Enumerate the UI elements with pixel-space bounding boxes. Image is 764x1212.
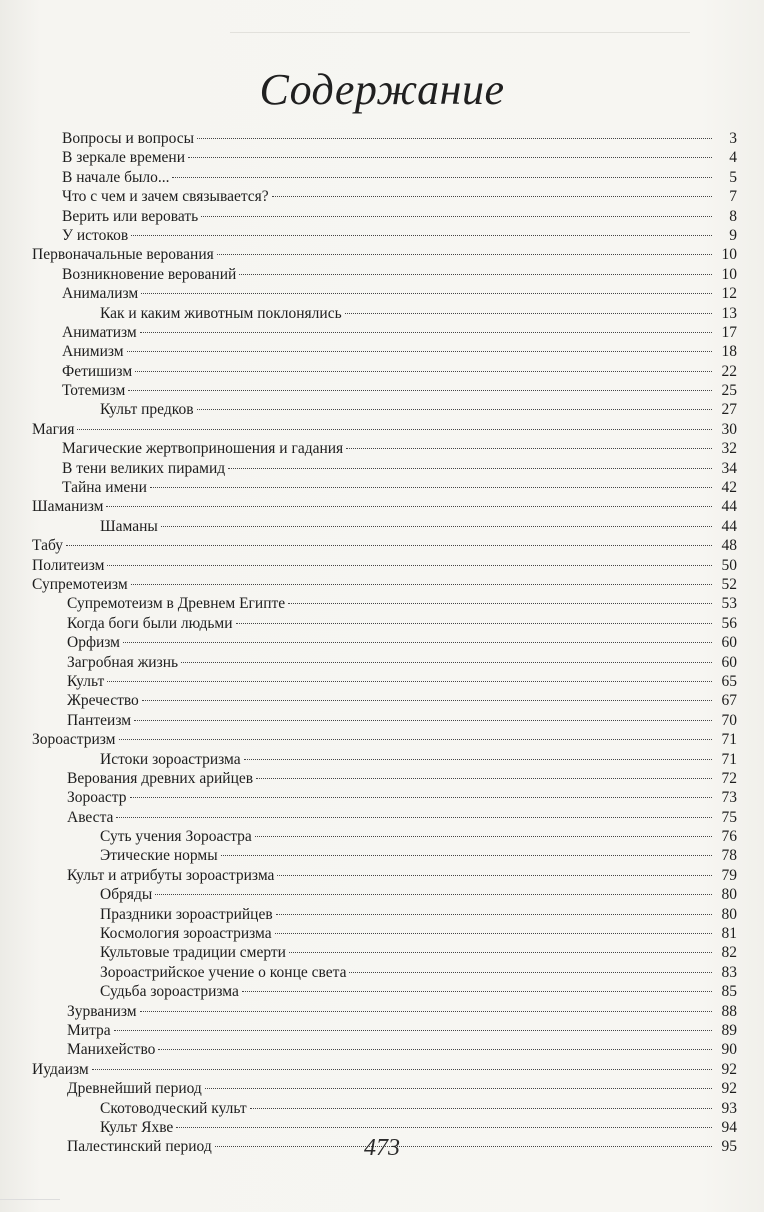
toc-entry-page: 94	[721, 1118, 737, 1136]
toc-entry-title: Фетишизм	[62, 362, 133, 380]
toc-entry-title: Жречество	[67, 692, 139, 710]
toc-entry	[0, 478, 764, 497]
toc-entry-title: Палестинский период	[67, 1138, 212, 1156]
toc-entry-title: Верования древних арийцев	[67, 769, 254, 787]
toc-entry-page: 10	[721, 246, 737, 264]
toc-entry	[0, 827, 764, 846]
toc-entry	[0, 633, 764, 652]
toc-entry-title: Аниматизм	[62, 323, 137, 341]
dot-leader	[221, 855, 712, 856]
toc-entry	[0, 924, 764, 943]
toc-entry	[0, 963, 764, 982]
toc-entry-page: 17	[721, 323, 737, 341]
dot-leader	[272, 196, 712, 197]
toc-entry-page: 3	[729, 130, 737, 147]
toc-entry-title: Обряды	[100, 886, 153, 904]
toc-entry	[0, 788, 764, 807]
dot-leader	[114, 1030, 712, 1031]
toc-entry-title: Зороастрийское учение о конце света	[100, 963, 347, 981]
dot-leader	[346, 448, 712, 449]
dot-leader	[140, 332, 712, 333]
dot-leader	[201, 216, 712, 217]
page-title: Содержание	[259, 65, 505, 114]
dot-leader	[289, 952, 712, 953]
dot-leader	[131, 235, 712, 236]
toc-entry	[0, 439, 764, 458]
dot-leader	[197, 409, 712, 410]
toc-entry-page: 13	[721, 304, 737, 322]
toc-entry	[0, 400, 764, 419]
toc-entry-page: 27	[721, 401, 737, 419]
dot-leader	[277, 875, 712, 876]
toc-entry-title: Тотемизм	[62, 382, 126, 400]
toc-entry-title: Супремотеизм	[32, 575, 128, 593]
toc-entry-page: 42	[721, 479, 737, 497]
toc-entry-title: Орфизм	[67, 634, 120, 652]
dot-leader	[236, 623, 713, 624]
dot-leader	[275, 933, 712, 934]
toc-entry	[0, 594, 764, 613]
toc-entry	[0, 245, 764, 264]
toc-entry-page: 48	[721, 537, 737, 555]
toc-entry	[0, 226, 764, 245]
dot-leader	[276, 914, 712, 915]
toc-entry	[0, 653, 764, 672]
toc-entry-page: 92	[721, 1080, 737, 1098]
toc-entry-page: 56	[721, 614, 737, 632]
toc-entry	[0, 672, 764, 691]
toc-entry	[0, 459, 764, 478]
toc-entry-page: 92	[721, 1060, 737, 1078]
toc-entry-title: Космология зороастризма	[100, 925, 272, 943]
dot-leader	[92, 1069, 712, 1070]
toc-entry	[0, 769, 764, 788]
toc-entry-page: 10	[721, 265, 737, 283]
toc-entry-title: Древнейший период	[67, 1080, 202, 1098]
toc-entry-title: Загробная жизнь	[67, 653, 179, 671]
toc-entry-title: Авеста	[67, 808, 114, 826]
bleed-through-header	[230, 14, 690, 33]
toc-entry-page: 73	[721, 789, 737, 807]
dot-leader	[77, 429, 712, 430]
toc-entry-title: Праздники зороастрийцев	[100, 905, 273, 923]
toc-entry-page: 60	[721, 653, 737, 671]
toc-entry	[0, 129, 764, 148]
toc-entry-page: 25	[721, 382, 737, 400]
toc-entry	[0, 614, 764, 633]
dot-leader	[205, 1088, 712, 1089]
toc-entry-title: Культовые традиции смерти	[100, 944, 286, 962]
toc-entry	[0, 381, 764, 400]
toc-entry-page: 85	[721, 983, 737, 1001]
toc-entry-title: Манихейство	[67, 1041, 156, 1059]
toc-entry-title: Шаманы	[100, 517, 158, 535]
toc-entry	[0, 750, 764, 769]
dot-leader	[116, 817, 712, 818]
dot-leader	[161, 526, 712, 527]
toc-entry-page: 72	[721, 769, 737, 787]
toc-entry-page: 44	[721, 498, 737, 516]
dot-leader	[127, 351, 712, 352]
dot-leader	[106, 506, 712, 507]
toc-entry-page: 53	[721, 595, 737, 613]
toc-entry	[0, 730, 764, 749]
toc-entry-title: У истоков	[62, 226, 129, 244]
toc-entry-title: Иудаизм	[32, 1060, 89, 1078]
dot-leader	[242, 991, 712, 992]
dot-leader	[345, 313, 712, 314]
toc-entry	[0, 304, 764, 323]
toc-entry	[0, 323, 764, 342]
toc-entry-title: Суть учения Зороастра	[100, 828, 252, 846]
toc-entry-page: 32	[721, 440, 737, 458]
toc-entry	[0, 1060, 764, 1079]
toc-entry-title: Как и каким животным поклонялись	[100, 304, 342, 322]
toc-entry	[0, 905, 764, 924]
table-of-contents	[0, 129, 764, 1157]
dot-leader	[150, 487, 712, 488]
toc-entry-page: 67	[721, 692, 737, 710]
toc-entry-page: 83	[721, 963, 737, 981]
toc-entry	[0, 420, 764, 439]
toc-entry	[0, 207, 764, 226]
toc-entry	[0, 517, 764, 536]
toc-entry	[0, 575, 764, 594]
dot-leader	[181, 662, 712, 663]
toc-entry-page: 71	[721, 731, 737, 749]
dot-leader	[107, 681, 712, 682]
toc-entry-page: 34	[721, 459, 737, 477]
toc-entry-title: Культ предков	[100, 401, 194, 419]
dot-leader	[250, 1108, 712, 1109]
toc-entry-page: 44	[721, 517, 737, 535]
toc-entry-title: В тени великих пирамид	[62, 459, 226, 477]
toc-entry-title: Культ и атрибуты зороастризма	[67, 866, 275, 884]
toc-entry-title: Культ	[67, 672, 105, 690]
toc-entry	[0, 691, 764, 710]
dot-leader	[255, 836, 712, 837]
toc-entry-page: 65	[721, 672, 737, 690]
dot-leader	[228, 468, 712, 469]
dot-leader	[197, 138, 712, 139]
dot-leader	[155, 894, 712, 895]
toc-entry-page: 90	[721, 1041, 737, 1059]
dot-leader	[188, 157, 712, 158]
dot-leader	[256, 778, 712, 779]
toc-entry	[0, 168, 764, 187]
toc-entry-title: Супремотеизм в Древнем Египте	[67, 595, 286, 613]
toc-entry	[0, 362, 764, 381]
toc-entry-title: Что с чем и зачем связывается?	[62, 188, 269, 206]
toc-entry	[0, 1079, 764, 1098]
toc-entry-page: 8	[729, 207, 737, 225]
toc-entry-page: 93	[721, 1099, 737, 1117]
toc-entry	[0, 711, 764, 730]
dot-leader	[239, 274, 712, 275]
toc-entry	[0, 187, 764, 206]
dot-leader	[135, 371, 712, 372]
toc-entry-title: Магические жертвоприношения и гадания	[62, 440, 344, 458]
toc-entry-title: Культ Яхве	[100, 1118, 174, 1136]
toc-entry-page: 78	[721, 847, 737, 865]
toc-entry	[0, 284, 764, 303]
toc-entry	[0, 866, 764, 885]
page-edge-line	[0, 1199, 60, 1200]
dot-leader	[128, 390, 712, 391]
toc-entry-title: Верить или веровать	[62, 207, 199, 225]
toc-entry-page: 81	[721, 925, 737, 943]
dot-leader	[140, 1011, 712, 1012]
toc-entry-title: Анимизм	[62, 343, 124, 361]
toc-entry-page: 82	[721, 944, 737, 962]
dot-leader	[119, 739, 713, 740]
toc-entry-page: 79	[721, 866, 737, 884]
toc-entry-title: Вопросы и вопросы	[62, 130, 195, 147]
toc-entry-title: Магия	[32, 420, 75, 438]
dot-leader	[141, 293, 712, 294]
toc-entry-page: 75	[721, 808, 737, 826]
toc-entry	[0, 1002, 764, 1021]
toc-entry-page: 95	[721, 1138, 737, 1156]
page-number: 473	[364, 1135, 400, 1161]
toc-entry-title: Первоначальные верования	[32, 246, 214, 264]
toc-entry	[0, 808, 764, 827]
dot-leader	[217, 254, 712, 255]
toc-entry-title: Возникновение верований	[62, 265, 237, 283]
toc-entry-title: Табу	[32, 537, 64, 555]
dot-leader	[131, 584, 712, 585]
dot-leader	[288, 603, 712, 604]
toc-entry-page: 5	[729, 168, 737, 186]
toc-entry	[0, 148, 764, 167]
toc-entry-title: Митра	[67, 1021, 111, 1039]
dot-leader	[66, 545, 712, 546]
toc-entry-page: 76	[721, 828, 737, 846]
toc-entry-page: 4	[729, 149, 737, 167]
toc-entry-title: Зороастризм	[32, 731, 116, 749]
toc-entry-title: Шаманизм	[32, 498, 104, 516]
toc-entry-title: Пантеизм	[67, 711, 132, 729]
toc-entry-page: 22	[721, 362, 737, 380]
dot-leader	[172, 177, 712, 178]
dot-leader	[244, 759, 712, 760]
toc-entry-page: 80	[721, 905, 737, 923]
toc-entry	[0, 556, 764, 575]
toc-entry-page: 52	[721, 575, 737, 593]
toc-entry-page: 88	[721, 1002, 737, 1020]
toc-entry-page: 89	[721, 1021, 737, 1039]
toc-entry-page: 60	[721, 634, 737, 652]
toc-entry-title: Зороастр	[67, 789, 127, 807]
toc-entry	[0, 1099, 764, 1118]
toc-entry-title: Судьба зороастризма	[100, 983, 239, 1001]
toc-entry	[0, 1040, 764, 1059]
toc-entry-title: Зурванизм	[67, 1002, 137, 1020]
dot-leader	[107, 565, 712, 566]
toc-entry-title: Когда боги были людьми	[67, 614, 233, 632]
dot-leader	[176, 1127, 712, 1128]
toc-entry-title: Этические нормы	[100, 847, 218, 865]
dot-leader	[134, 720, 712, 721]
toc-entry-page: 50	[721, 556, 737, 574]
toc-entry	[0, 265, 764, 284]
toc-entry	[0, 342, 764, 361]
toc-entry-page: 80	[721, 886, 737, 904]
toc-entry-title: В зеркале времени	[62, 149, 185, 167]
toc-entry-title: Анимализм	[62, 285, 139, 303]
toc-entry-title: Тайна имени	[62, 479, 147, 497]
toc-entry	[0, 885, 764, 904]
toc-entry	[0, 943, 764, 962]
dot-leader	[123, 642, 712, 643]
dot-leader	[349, 972, 712, 973]
toc-entry	[0, 846, 764, 865]
toc-entry-title: Истоки зороастризма	[100, 750, 241, 768]
toc-entry-page: 18	[721, 343, 737, 361]
toc-entry-page: 9	[729, 226, 737, 244]
toc-entry-title: В начале было...	[62, 168, 170, 186]
toc-entry	[0, 536, 764, 555]
toc-entry	[0, 497, 764, 516]
toc-entry	[0, 982, 764, 1001]
toc-entry-page: 12	[721, 285, 737, 303]
dot-leader	[142, 700, 712, 701]
toc-entry-page: 30	[721, 420, 737, 438]
toc-entry	[0, 1021, 764, 1040]
dot-leader	[130, 797, 713, 798]
toc-entry-title: Политеизм	[32, 556, 105, 574]
dot-leader	[158, 1049, 712, 1050]
toc-entry-page: 7	[729, 188, 737, 206]
toc-entry-page: 71	[721, 750, 737, 768]
toc-entry-title: Скотоводческий культ	[100, 1099, 247, 1117]
toc-entry-page: 70	[721, 711, 737, 729]
